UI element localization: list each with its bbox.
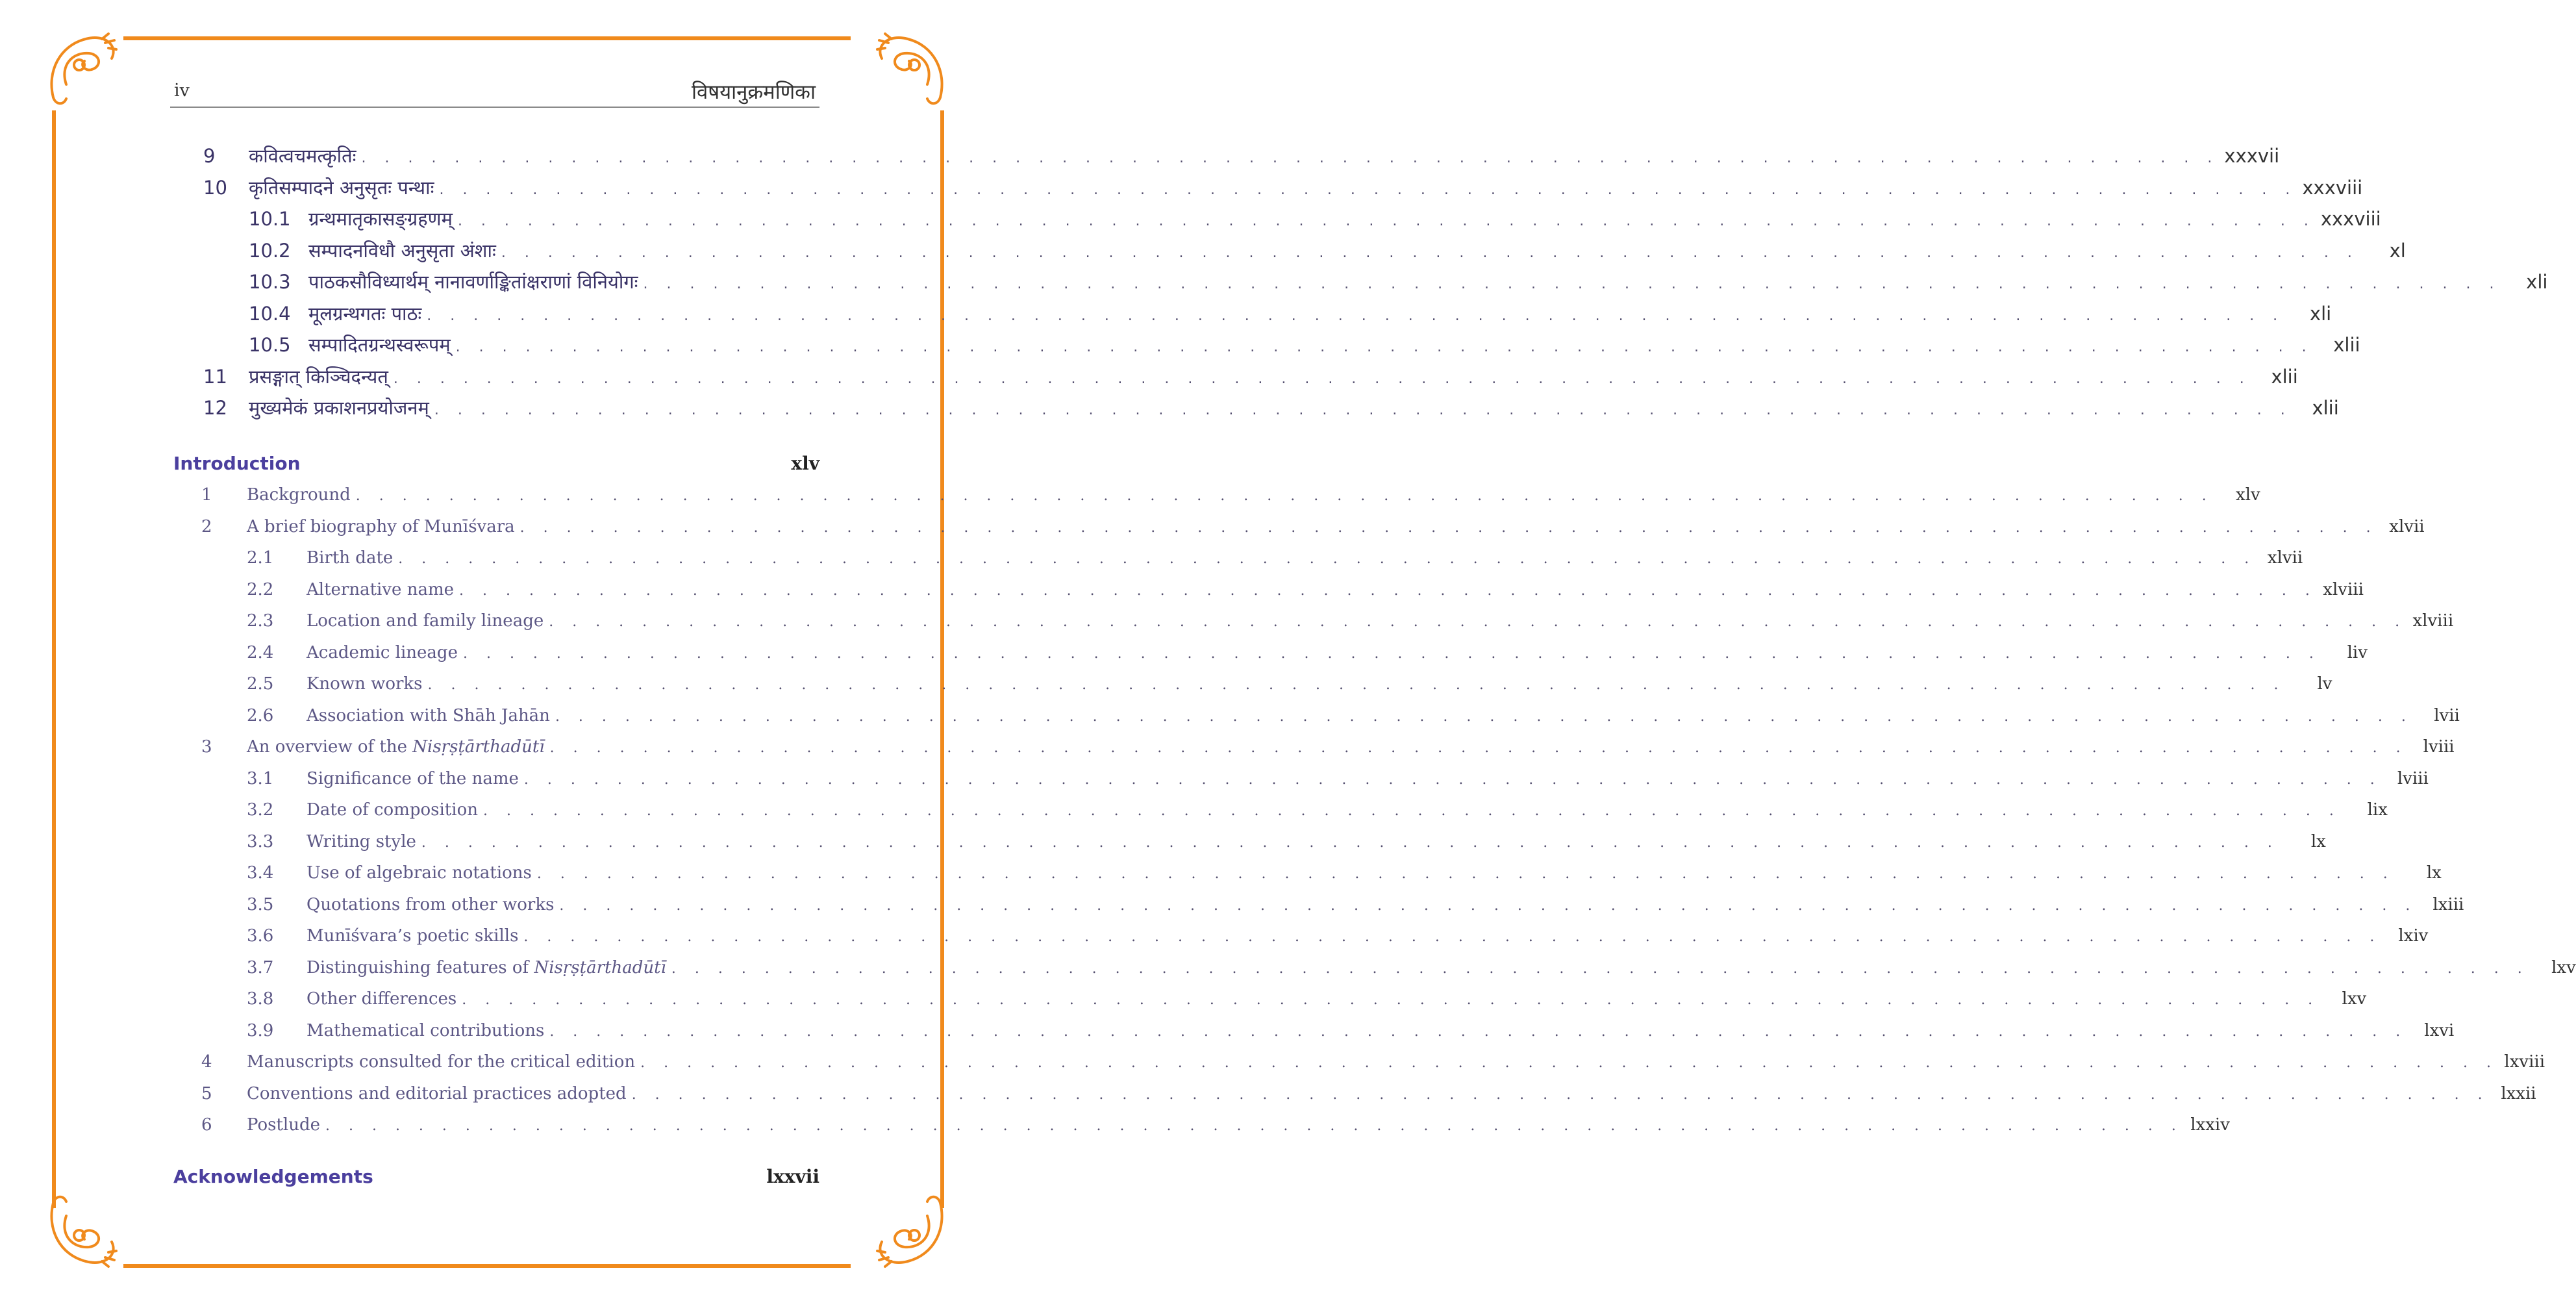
toc-entry[interactable] — [249, 268, 2548, 296]
toc-entry-page: lxiii — [2432, 894, 2464, 914]
dot-leader: . . . . . . . . . . . . . . . . . . . . . . . . . . . . . . . . . . . . . . . . . . . . . . . . . . . . . . . . . . . . . . . . . . . . . . . . . . . . . . . . — [549, 740, 2408, 756]
toc-entry-title: Mathematical contributions — [306, 1020, 545, 1040]
border-top-rule — [123, 36, 851, 40]
toc-entry-page: lxv — [2551, 957, 2576, 977]
toc-entry-title: Other differences — [306, 989, 457, 1009]
toc-entry-title: Postlude — [247, 1115, 320, 1135]
toc-entry[interactable] — [247, 985, 2367, 1013]
toc-entry-title: Use of algebraic notations — [306, 863, 532, 883]
toc-entry-number: 10.1 — [249, 208, 291, 230]
toc-entry-title: Distinguishing features of Nisṛṣṭārthadūtī — [306, 957, 666, 977]
toc-entry-title: Background — [247, 485, 351, 505]
toc-entry-page: lvii — [2434, 705, 2460, 725]
running-header — [170, 78, 819, 108]
toc-entry-title: Alternative name — [306, 579, 454, 599]
corner-ornament-icon — [869, 1190, 953, 1274]
toc-entry-title: पाठकसौविध्यार्थम् नानावर्णाङ्कितांक्षराणां विनियोगः — [308, 271, 638, 293]
toc-entry[interactable] — [247, 764, 2429, 793]
toc-entry-page: xlii — [2312, 397, 2339, 419]
dot-leader: . . . . . . . . . . . . . . . . . . . . . . . . . . . . . . . . . . . . . . . . . . . . . . . . . . . . . . . . . . . . . . . . . . . . . . . . . . . . . . . . — [501, 244, 2359, 261]
corner-ornament-icon — [40, 1190, 125, 1274]
toc-entry-number: 1 — [201, 485, 212, 505]
toc-entry-page: xlvii — [2389, 516, 2425, 536]
toc-entry-title: मूलग्रन्थगतः पाठः — [308, 302, 422, 325]
section-heading-title: Acknowledgements — [173, 1166, 373, 1187]
toc-entry-title: प्रसङ्गात् किञ्चिदन्यत् — [249, 365, 388, 388]
dot-leader: . . . . . . . . . . . . . . . . . . . . . . . . . . . . . . . . . . . . . . . . . . . . . . . . . . . . . . . . . . . . . . . . . . . . . . . . . . . . . . . . — [427, 677, 2286, 693]
toc-entry-page: lxvi — [2424, 1020, 2455, 1040]
toc-entry-title: Munīśvara’s poetic skills — [306, 926, 519, 946]
toc-entry[interactable] — [249, 205, 2381, 233]
toc-entry-title: Academic lineage — [306, 642, 458, 662]
toc-entry[interactable] — [247, 859, 2442, 887]
dot-leader: . . . . . . . . . . . . . . . . . . . . . . . . . . . . . . . . . . . . . . . . . . . . . . . . . . . . . . . . . . . . . . . . . . . . . . . . . . . . . . . . — [439, 181, 2297, 198]
toc-entry-number: 2.5 — [247, 674, 274, 694]
dot-leader: . . . . . . . . . . . . . . . . . . . . . . . . . . . . . . . . . . . . . . . . . . . . . . . . . . . . . . . . . . . . . . . . . . . . . . . . . . . . . . . . — [398, 551, 2257, 567]
dot-leader: . . . . . . . . . . . . . . . . . . . . . . . . . . . . . . . . . . . . . . . . . . . . . . . . . . . . . . . . . . . . . . . . . . . . . . . . . . . . . . . . — [482, 803, 2341, 819]
toc-entry-title: सम्पादनविधौ अनुसृता अंशाः — [308, 239, 496, 262]
toc-entry-page: lv — [2317, 674, 2332, 694]
toc-entry-title: Birth date — [306, 548, 394, 568]
toc-entry-title: Manuscripts consulted for the critical edition — [247, 1052, 636, 1072]
dot-leader: . . . . . . . . . . . . . . . . . . . . . . . . . . . . . . . . . . . . . . . . . . . . . . . . . . . . . . . . . . . . . . . . . . . . . . . . . . . . . . . . — [462, 645, 2321, 662]
toc-entry-page: lx — [2310, 831, 2326, 851]
toc-entry-page: lx — [2426, 863, 2442, 883]
toc-entry-page: lviii — [2423, 737, 2455, 757]
toc-entry[interactable] — [247, 922, 2429, 950]
toc-entry[interactable] — [247, 701, 2460, 730]
toc-entry-number: 2.1 — [247, 548, 274, 568]
dot-leader: . . . . . . . . . . . . . . . . . . . . . . . . . . . . . . . . . . . . . . . . . . . . . . . . . . . . . . . . . . . . . . . . . . . . . . . . . . . . . . . . — [393, 370, 2251, 387]
toc-entry-number: 10.2 — [249, 239, 291, 262]
toc-entry-number: 10 — [203, 176, 227, 199]
toc-entry-page: lxxii — [2501, 1083, 2536, 1104]
toc-entry-title: Writing style — [306, 831, 416, 851]
toc-entry-number: 3.7 — [247, 957, 274, 977]
toc-entry-number: 2.6 — [247, 705, 274, 725]
toc-entry[interactable] — [247, 890, 2464, 919]
toc-entry-title: मुख्यमेकं प्रकाशनप्रयोजनम् — [249, 397, 429, 419]
toc-entry-page: xli — [2309, 302, 2332, 325]
dot-leader: . . . . . . . . . . . . . . . . . . . . . . . . . . . . . . . . . . . . . . . . . . . . . . . . . . . . . . . . . . . . . . . . . . . . . . . . . . . . . . . . — [671, 960, 2529, 977]
toc-entry-number: 3.8 — [247, 989, 274, 1009]
toc-entry-title: Association with Shāh Jahān — [306, 705, 550, 725]
section-heading-page: lxxvii — [766, 1166, 819, 1187]
toc-entry-title: कवित्वचमत्कृतिः — [249, 145, 356, 167]
border-left-rule — [52, 110, 56, 1208]
toc-entry-number: 10.4 — [249, 302, 291, 325]
toc-entry-number: 6 — [201, 1115, 212, 1135]
toc-entry[interactable] — [203, 394, 2339, 422]
toc-entry-page: xlv — [2236, 485, 2260, 505]
toc-entry[interactable] — [247, 607, 2454, 635]
toc-entry[interactable] — [247, 1016, 2455, 1045]
section-heading-page: xlv — [791, 453, 819, 474]
toc-entry-page: lix — [2367, 800, 2388, 820]
toc-entry-page: xlviii — [2412, 611, 2454, 631]
toc-entry[interactable] — [247, 953, 2576, 982]
corner-ornament-icon — [869, 26, 953, 110]
corner-ornament-icon — [40, 26, 125, 110]
toc-entry-page: xxxviii — [2302, 176, 2363, 199]
toc-entry-number: 2.2 — [247, 579, 274, 599]
dot-leader: . . . . . . . . . . . . . . . . . . . . . . . . . . . . . . . . . . . . . . . . . . . . . . . . . . . . . . . . . . . . . . . . . . . . . . . . . . . . . . . . — [643, 276, 2501, 292]
toc-entry-page: xlvii — [2267, 548, 2303, 568]
dot-leader: . . . . . . . . . . . . . . . . . . . . . . . . . . . . . . . . . . . . . . . . . . . . . . . . . . . . . . . . . . . . . . . . . . . . . . . . . . . . . . . . — [555, 708, 2413, 725]
toc-entry[interactable] — [249, 331, 2360, 359]
toc-entry-number: 10.5 — [249, 334, 291, 356]
dot-leader: . . . . . . . . . . . . . . . . . . . . . . . . . . . . . . . . . . . . . . . . . . . . . . . . . . . . . . . . . . . . . . . . . . . . . . . . . . . . . . . . — [462, 992, 2320, 1008]
toc-entry-page: lviii — [2397, 768, 2429, 788]
toc-entry-title: An overview of the Nisṛṣṭārthadūtī — [247, 737, 545, 757]
toc-entry-page: xxxviii — [2320, 208, 2381, 230]
toc-entry-page: lxv — [2342, 989, 2367, 1009]
toc-entry[interactable] — [249, 236, 2406, 265]
dot-leader: . . . . . . . . . . . . . . . . . . . . . . . . . . . . . . . . . . . . . . . . . . . . . . . . . . . . . . . . . . . . . . . . . . . . . . . . . . . . . . . . — [457, 213, 2316, 229]
toc-entry[interactable] — [249, 299, 2332, 328]
toc-entry-number: 3.2 — [247, 800, 274, 820]
toc-entry-page: xl — [2389, 239, 2406, 262]
toc-entry-title: Significance of the name — [306, 768, 519, 788]
toc-entry-page: lxiv — [2398, 926, 2429, 946]
dot-leader: . . . . . . . . . . . . . . . . . . . . . . . . . . . . . . . . . . . . . . . . . . . . . . . . . . . . . . . . . . . . . . . . . . . . . . . . . . . . . . . . — [519, 519, 2378, 536]
toc-entry-number: 2 — [201, 516, 212, 536]
dot-leader: . . . . . . . . . . . . . . . . . . . . . . . . . . . . . . . . . . . . . . . . . . . . . . . . . . . . . . . . . . . . . . . . . . . . . . . . . . . . . . . . — [549, 1023, 2408, 1040]
dot-leader: . . . . . . . . . . . . . . . . . . . . . . . . . . . . . . . . . . . . . . . . . . . . . . . . . . . . . . . . . . . . . . . . . . . . . . . . . . . . . . . . — [523, 771, 2382, 788]
dot-leader: . . . . . . . . . . . . . . . . . . . . . . . . . . . . . . . . . . . . . . . . . . . . . . . . . . . . . . . . . . . . . . . . . . . . . . . . . . . . . . . . — [325, 1118, 2183, 1134]
toc-entry-page: xlviii — [2323, 579, 2364, 599]
toc-entry-page: lxxiv — [2190, 1115, 2230, 1135]
toc-entry-page: xli — [2526, 271, 2548, 293]
toc-entry-number: 9 — [203, 145, 216, 167]
toc-entry[interactable] — [203, 362, 2298, 391]
toc-entry[interactable] — [247, 544, 2303, 572]
running-title: विषयानुक्रमणिका — [691, 81, 816, 104]
toc-entry[interactable] — [203, 173, 2363, 202]
toc-entry[interactable] — [247, 575, 2364, 604]
toc-entry-number: 3.4 — [247, 863, 274, 883]
toc-entry-number: 3.5 — [247, 894, 274, 914]
toc-entry-page: xlii — [2271, 365, 2298, 388]
toc-entry-title: Conventions and editorial practices adopted — [247, 1083, 627, 1104]
toc-entry-number: 5 — [201, 1083, 212, 1104]
toc-entry-page: liv — [2347, 642, 2368, 662]
section-heading[interactable] — [173, 449, 819, 478]
toc-entry-title: कृतिसम्पादने अनुसृतः पन्थाः — [249, 176, 434, 199]
dot-leader: . . . . . . . . . . . . . . . . . . . . . . . . . . . . . . . . . . . . . . . . . . . . . . . . . . . . . . . . . . . . . . . . . . . . . . . . . . . . . . . . — [455, 339, 2314, 355]
toc-entry[interactable] — [201, 1111, 2230, 1139]
toc-entry-page: lxviii — [2504, 1052, 2545, 1072]
toc-entry-title: Quotations from other works — [306, 894, 555, 914]
toc-entry-number: 11 — [203, 365, 227, 388]
section-heading-title: Introduction — [173, 453, 301, 474]
toc-entry-title: Known works — [306, 674, 423, 694]
dot-leader: . . . . . . . . . . . . . . . . . . . . . . . . . . . . . . . . . . . . . . . . . . . . . . . . . . . . . . . . . . . . . . . . . . . . . . . . . . . . . . . . — [631, 1086, 2490, 1103]
dot-leader: . . . . . . . . . . . . . . . . . . . . . . . . . . . . . . . . . . . . . . . . . . . . . . . . . . . . . . . . . . . . . . . . . . . . . . . . . . . . . . . . — [355, 488, 2214, 504]
toc-entry-number: 10.3 — [249, 271, 291, 293]
dot-leader: . . . . . . . . . . . . . . . . . . . . . . . . . . . . . . . . . . . . . . . . . . . . . . . . . . . . . . . . . . . . . . . . . . . . . . . . . . . . . . . . — [559, 897, 2418, 914]
dot-leader: . . . . . . . . . . . . . . . . . . . . . . . . . . . . . . . . . . . . . . . . . . . . . . . . . . . . . . . . . . . . . . . . . . . . . . . . . . . . . . . . — [549, 614, 2407, 630]
toc-entry-title: Location and family lineage — [306, 611, 544, 631]
dot-leader: . . . . . . . . . . . . . . . . . . . . . . . . . . . . . . . . . . . . . . . . . . . . . . . . . . . . . . . . . . . . . . . . . . . . . . . . . . . . . . . . — [427, 307, 2285, 324]
toc-entry[interactable] — [201, 733, 2455, 761]
toc-entry-title: Date of composition — [306, 800, 478, 820]
toc-entry-number: 2.4 — [247, 642, 274, 662]
dot-leader: . . . . . . . . . . . . . . . . . . . . . . . . . . . . . . . . . . . . . . . . . . . . . . . . . . . . . . . . . . . . . . . . . . . . . . . . . . . . . . . . — [421, 834, 2279, 851]
toc-entry-number: 3 — [201, 737, 212, 757]
dot-leader: . . . . . . . . . . . . . . . . . . . . . . . . . . . . . . . . . . . . . . . . . . . . . . . . . . . . . . . . . . . . . . . . . . . . . . . . . . . . . . . . — [640, 1055, 2499, 1071]
dot-leader: . . . . . . . . . . . . . . . . . . . . . . . . . . . . . . . . . . . . . . . . . . . . . . . . . . . . . . . . . . . . . . . . . . . . . . . . . . . . . . . . — [459, 582, 2317, 599]
toc-entry-number: 4 — [201, 1052, 212, 1072]
toc-entry[interactable] — [201, 1079, 2536, 1108]
toc-entry-page: xxxvii — [2224, 145, 2280, 167]
dot-leader: . . . . . . . . . . . . . . . . . . . . . . . . . . . . . . . . . . . . . . . . . . . . . . . . . . . . . . . . . . . . . . . . . . . . . . . . . . . . . . . . — [523, 929, 2382, 945]
toc-entry[interactable] — [247, 796, 2388, 824]
section-heading[interactable] — [173, 1163, 819, 1191]
toc-entry-number: 2.3 — [247, 611, 274, 631]
dot-leader: . . . . . . . . . . . . . . . . . . . . . . . . . . . . . . . . . . . . . . . . . . . . . . . . . . . . . . . . . . . . . . . . . . . . . . . . . . . . . . . . — [536, 866, 2395, 882]
toc-entry-number: 3.9 — [247, 1020, 274, 1040]
toc-entry-number: 3.6 — [247, 926, 274, 946]
toc-entry-title: सम्पादितग्रन्थस्वरूपम् — [308, 334, 451, 356]
toc-entry-title: ग्रन्थमातृकासङ्ग्रहणम् — [308, 208, 453, 230]
border-bottom-rule — [123, 1264, 851, 1268]
toc-entry-number: 3.3 — [247, 831, 274, 851]
toc-entry[interactable] — [201, 481, 2260, 509]
toc-entry[interactable] — [247, 670, 2332, 698]
folio-page-number: iv — [174, 81, 190, 101]
toc-entry-title: A brief biography of Munīśvara — [247, 516, 515, 536]
dot-leader: . . . . . . . . . . . . . . . . . . . . . . . . . . . . . . . . . . . . . . . . . . . . . . . . . . . . . . . . . . . . . . . . . . . . . . . . . . . . . . . . — [434, 402, 2292, 418]
toc-entry[interactable] — [201, 512, 2425, 541]
toc-entry[interactable] — [247, 638, 2368, 667]
toc-entry-number: 12 — [203, 397, 227, 419]
dot-leader: . . . . . . . . . . . . . . . . . . . . . . . . . . . . . . . . . . . . . . . . . . . . . . . . . . . . . . . . . . . . . . . . . . . . . . . . . . . . . . . . — [361, 150, 2220, 166]
toc-entry-page: xlii — [2333, 334, 2360, 356]
toc-entry[interactable] — [247, 827, 2326, 856]
toc-entry-number: 3.1 — [247, 768, 274, 788]
toc-entry[interactable] — [201, 1048, 2545, 1076]
toc-entry[interactable] — [203, 142, 2280, 170]
